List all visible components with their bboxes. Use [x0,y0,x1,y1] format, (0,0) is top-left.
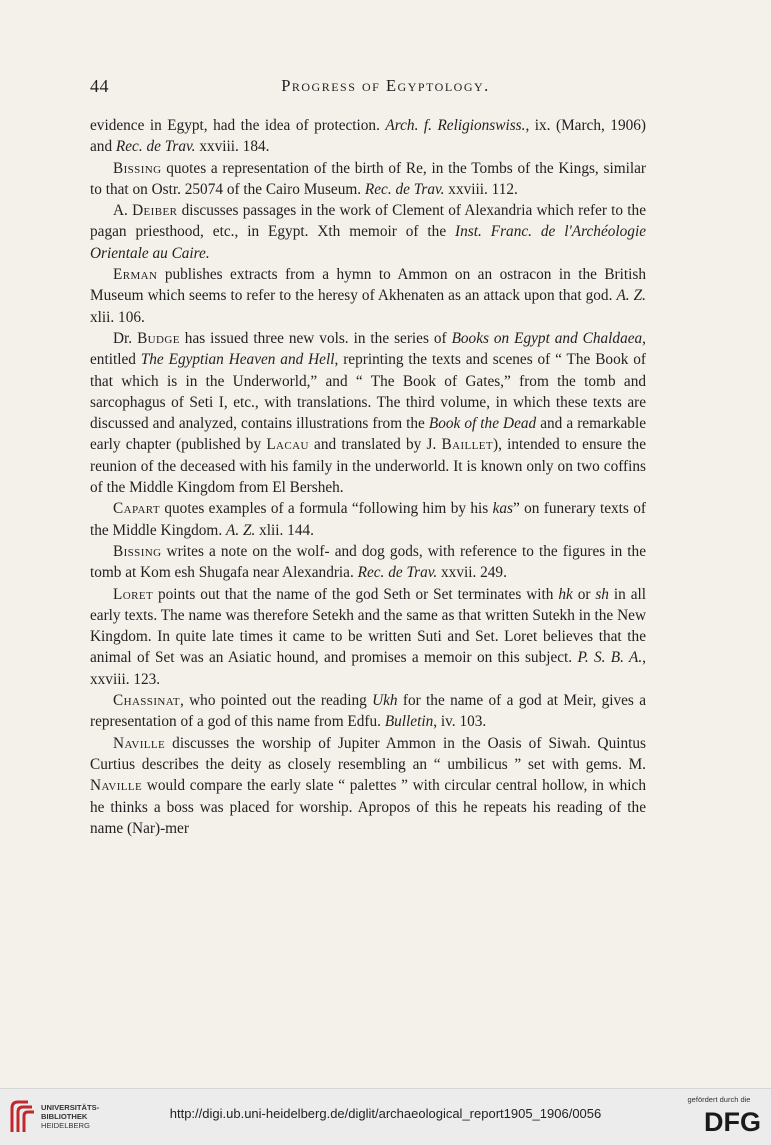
italic-text: sh [595,585,609,603]
text-run: quotes examples of a formula “following him by his [160,500,493,518]
text-run: and translated by J. [308,436,442,454]
italic-text: The Egyptian Heaven and Hell [140,351,335,369]
body-text [90,115,646,839]
viewer-footer [0,1088,771,1145]
author-name: Bissing [113,159,162,177]
paragraph [90,158,646,201]
dfg-logo: DFG [704,1107,761,1137]
author-name: Deiber [132,202,178,220]
paragraph [90,498,646,541]
paragraph [90,115,646,158]
italic-text: P. S. B. A. [577,649,643,667]
text-run: and a remarkable early chapter (published by [90,415,646,454]
text-run: Dr. [113,329,138,347]
italic-text: A. Z. [225,521,256,539]
italic-text: hk [558,585,573,603]
author-name: Naville [113,734,166,752]
italic-text: Rec. de Trav. [115,138,196,156]
author-name: Chassinat [113,692,180,710]
text-run: , entitled [90,329,646,369]
text-run: or [572,585,596,603]
text-run: xxviii. 112. [444,180,518,198]
text-run: , who pointed out the reading [179,692,373,710]
library-line: HEIDELBERG [41,1121,90,1130]
italic-text: Arch. f. Religionswiss. [385,117,526,134]
author-name: Bissing [113,542,162,560]
text-run: , xxviii. 123. [90,649,646,688]
text-run: discusses passages in the work of Clement of Alexandria which refer to the pagan priesthood, etc., in Egypt. Xth memoir of the [90,202,646,241]
italic-text: Rec. de Trav. [364,180,445,198]
text-run: , reprinting the texts and scenes of “ The Book of that which is in the Underworld,” and “ The Book of Gates,” from the tomb and sarcophagus of Seti I, etc., with translations. The third volume, in which these texts are discussed and analyzed, contains illustrations from the [90,351,647,433]
text-run: would compare the early slate “ palettes ” with circular central hollow, in which he thinks a boss was placed for worship. Apropos of this he repeats his reading of the name (Nar)-mer [90,777,646,837]
paragraph [90,584,646,690]
paragraph [90,733,646,839]
italic-text: Inst. Franc. de l'Archéologie Orientale au Caire. [90,223,646,262]
paragraph [90,200,646,264]
library-line: BIBLIOTHEK [41,1112,88,1121]
italic-text: Books on Egypt and Chaldaea [451,329,643,347]
text-run: , iv. 103. [433,713,487,731]
permalink-url[interactable]: http://digi.ub.uni-heidelberg.de/diglit/archaeological_report1905_1906/0056 [169,1106,602,1121]
running-title: Progress of Egyptology. [281,76,490,95]
text-run: A. [113,202,133,220]
text-run: xxvii. 249. [437,564,507,582]
text-run: writes a note on the wolf- and dog gods, with reference to the figures in the tomb at Kom esh Shugafa near Alexandria. [90,542,646,582]
paragraph [90,541,646,584]
italic-text: Ukh [372,692,398,710]
author-name: Naville [90,777,143,795]
page-number: 44 [90,76,109,96]
italic-text: kas [492,500,513,518]
author-name: Baillet [441,436,494,454]
text-run: for the name of a god at Meir, gives a representation of a god of this name from Edfu. [90,692,646,731]
text-run: evidence in Egypt, had the idea of protection. [90,117,386,134]
italic-text: Book of the Dead [428,415,537,433]
funded-by-label: gefördert durch die [687,1095,751,1104]
text-run: has issued three new vols. in the series of [179,329,452,347]
text-run: discusses the worship of Jupiter Ammon in the Oasis of Siwah. Quintus Curtius describes the deity as closely resembling an “ umbilicus ” set with gems. M. [90,734,646,773]
text-run: in all early texts. The name was therefore Setekh and the same as that written Sutekh in the New Kingdom. In quite late times it came to be written Suti and Set. Loret believes that the animal of Set was an Asiatic hound, and promises a memoir on this subject. [90,585,646,667]
italic-text: Bulletin [384,713,434,731]
paragraph [90,264,646,328]
author-name: Lacau [266,436,309,454]
text-run: xlii. 144. [255,521,314,539]
text-run: ” on funerary texts of the Middle Kingdom. [90,500,646,539]
paragraph [90,328,646,498]
text-run: publishes extracts from a hymn to Ammon on an ostracon in the British Museum which seems to refer to the heresy of Akhenaten as an attack upon that god. [90,266,646,305]
text-run: quotes a representation of the birth of Re, in the Tombs of the Kings, similar to that on Ostr. 25074 of the Cairo Museum. [90,159,646,198]
text-run: points out that the name of the god Seth or Set terminates with [153,585,559,603]
author-name: Capart [113,500,160,518]
italic-text: A. Z. [616,287,646,305]
author-name: Erman [113,266,158,284]
text-run: , ix. (March, 1906) and [90,117,646,156]
italic-text: Rec. de Trav. [357,564,438,582]
paragraph [90,690,646,733]
text-run: ), intended to ensure the reunion of the deceased with his family in the underworld. It is known only on two coffins of the Middle Kingdom from El Bersheh. [90,436,646,497]
library-line: UNIVERSITÄTS- [41,1103,100,1112]
text-run: xlii. 106. [90,308,145,326]
author-name: Budge [137,329,180,347]
text-run: xxviii. 184. [195,138,270,156]
author-name: Loret [113,585,154,603]
